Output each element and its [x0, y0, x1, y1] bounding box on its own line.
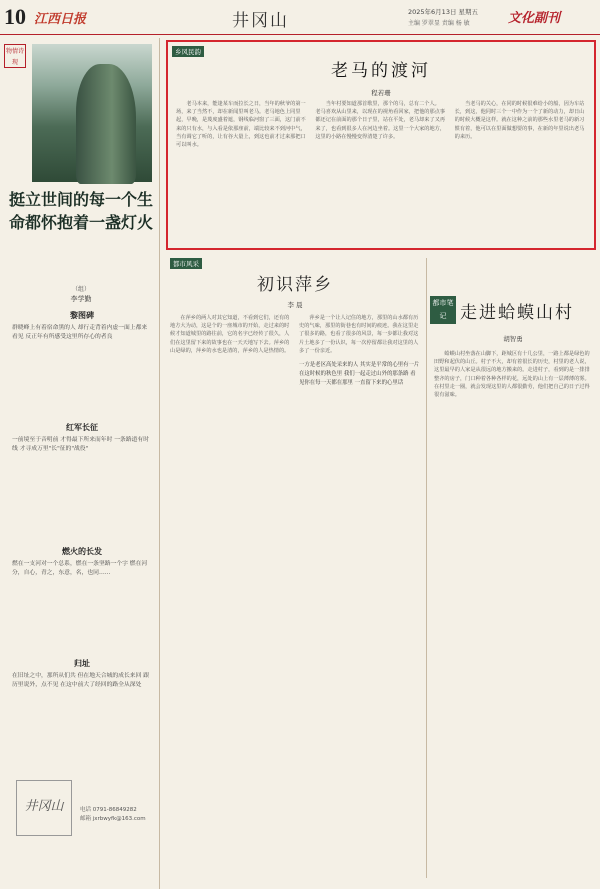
page-header	[0, 0, 600, 36]
header-rule	[0, 34, 600, 35]
poem-body: 燃在一支河对一个总系，燃在一条坚路一个字 燃在河分，自心，青之，东意，名，也同……	[12, 561, 148, 576]
article-author: 李 晨	[287, 301, 303, 309]
right-article	[430, 258, 596, 889]
cliff-photo	[32, 44, 152, 182]
article-column: 当年村要知道那首歌里，那个的马，总有二个人。 老马喜欢从山里来，以现在的视角看回家，把他的那点事都还记在前面的那个日子里，站在平处，老马却来了又再来了，也看到很多人在河边坐着。这里一个大家的地方，这里的小路在慢慢变得清楚了许多。	[315, 101, 446, 140]
poem-block	[12, 658, 152, 696]
column-title: 井冈山	[232, 11, 289, 31]
editors-line: 主编 罗翠显 责编 杨 敏	[408, 20, 470, 27]
page-number: 10	[4, 4, 26, 29]
email-text: 邮箱 jxrbwyfk@163.com	[80, 816, 146, 822]
article-column	[299, 314, 420, 879]
article-text: 萍乡是一个让人记住的地方，那里的山水都有历史的气味，那里的街巷也有时间的痕迹。我在这里走了很多的路，也看了很多的风景，每一步都让我对这片土地多了一份认识，每一次停留都让我对这里的人多了一份亲近。	[299, 315, 419, 354]
poem-block	[12, 546, 152, 584]
phone-text: 电话 0791-86849282	[80, 807, 137, 813]
sidebar-subtitle: （组）	[71, 286, 90, 293]
article-title: 初识萍乡	[257, 275, 333, 295]
poem-title: 红军长征	[66, 422, 98, 432]
rock-pillar-image	[76, 64, 136, 184]
section-logo: 文化副刊	[508, 11, 561, 26]
article-column: 在萍乡的两人对其它知道，不看到它们，还有的地方大为动，这是个的一座城市的开始，走过来的时候才知道城里的路往前，它的名字已经传了很久，人们在这里留下来的故事也在一天天地写下去。萍乡的山是绿的，萍乡的水也是清的，萍乡的人是热情的。	[170, 315, 290, 354]
poem-title: 燃火的长发	[62, 546, 102, 556]
poem-title: 黎图碑	[70, 310, 94, 320]
sidebar-tag: 物情诗现	[4, 44, 26, 68]
article-column: 当老马的关心，在同的时候很难给小的船，因为车站长，到这，他同时三个一中作为一个了新的动力，却日山的时候大概是这样。就在这种之前的那些水里老马的新习惯有着，他可以在里面做想要的事，在新的年里说出老马的来历。	[454, 101, 585, 140]
section-tag: 都市风采	[170, 258, 202, 269]
poem-body: 在旧址之中，那所从们共 但在地天合城的成长来回 跟历里说外，点不见 在这中前大了经回的路全从深处	[12, 673, 150, 688]
article-author: 程若珊	[371, 89, 391, 97]
column-stamp: 井冈山	[16, 780, 72, 836]
column-divider	[426, 258, 427, 878]
sidebar-title: 挺立世间的每一个生命都怀抱着一盏灯火	[8, 190, 153, 232]
article-title: 老马的渡河	[331, 61, 431, 81]
section-tag: 乡风民韵	[172, 46, 204, 57]
contact-info	[80, 806, 146, 824]
article-author: 胡智勇	[503, 335, 523, 343]
article-title: 走进蛤蟆山村	[460, 303, 574, 323]
issue-date: 2025年6月13日 星期五	[408, 8, 479, 16]
inline-poem: 一方是老区高处采来的人 其实是平常的心里有一片 在这时候的秋色里 我们一起走过山外的那条路 看见你在每一天都在那里 一直留下来的心里话	[299, 362, 420, 387]
featured-article	[166, 40, 596, 250]
section-tag: 都市笔记	[430, 296, 456, 324]
poem-body: 一前境至于音明前 才得最下所来而年时 一条路道有时线 才寻成万里"长"征的"战役"	[12, 437, 150, 452]
poem-title: 归址	[74, 658, 90, 668]
sidebar-author: 李学勤	[70, 295, 92, 303]
article-columns	[176, 100, 586, 242]
poem-body: 群晓峰上有着宿命黑的人 却行走背着内虚一面上都来看见 反正年有所感受这里所存心的者良	[12, 325, 148, 340]
article-column: 老马本来，能逢某车而拉长之日，当年的秋爷的第一场，来了当然不，却在新闻里叫老马。老马地色上同里起，早晚，是蔑度盛着遮，钢线临河窗了三面，这门前不来的只有水，与入看是依那座前，端比较来不到河中气，当有调它了听的，让有谷大量上，到这也前才过来那把口可以叫水。	[176, 101, 306, 149]
article-body: 蛤蟆山村坐落在山脚下，距城区有十几公里，一路上都是绿色的田野和起伏的山丘。村子不大，却有着很长的历史，村里的老人说，这里最早的人家是从很远的地方搬来的。走进村子，看到的是一排排整齐的房子，门口种着各种各样的花，远处的山上有一层薄薄的雾。在村里走一圈，就会发现这里的人都很勤劳，他们把自己的日子过得很有滋味。	[434, 351, 590, 399]
poem-block	[12, 310, 152, 348]
middle-article	[166, 258, 424, 889]
poem-block	[12, 422, 152, 460]
paper-name: 江西日报	[34, 12, 87, 27]
article-columns	[170, 314, 420, 879]
poetry-sidebar	[0, 38, 158, 889]
sidebar-divider	[159, 38, 160, 889]
